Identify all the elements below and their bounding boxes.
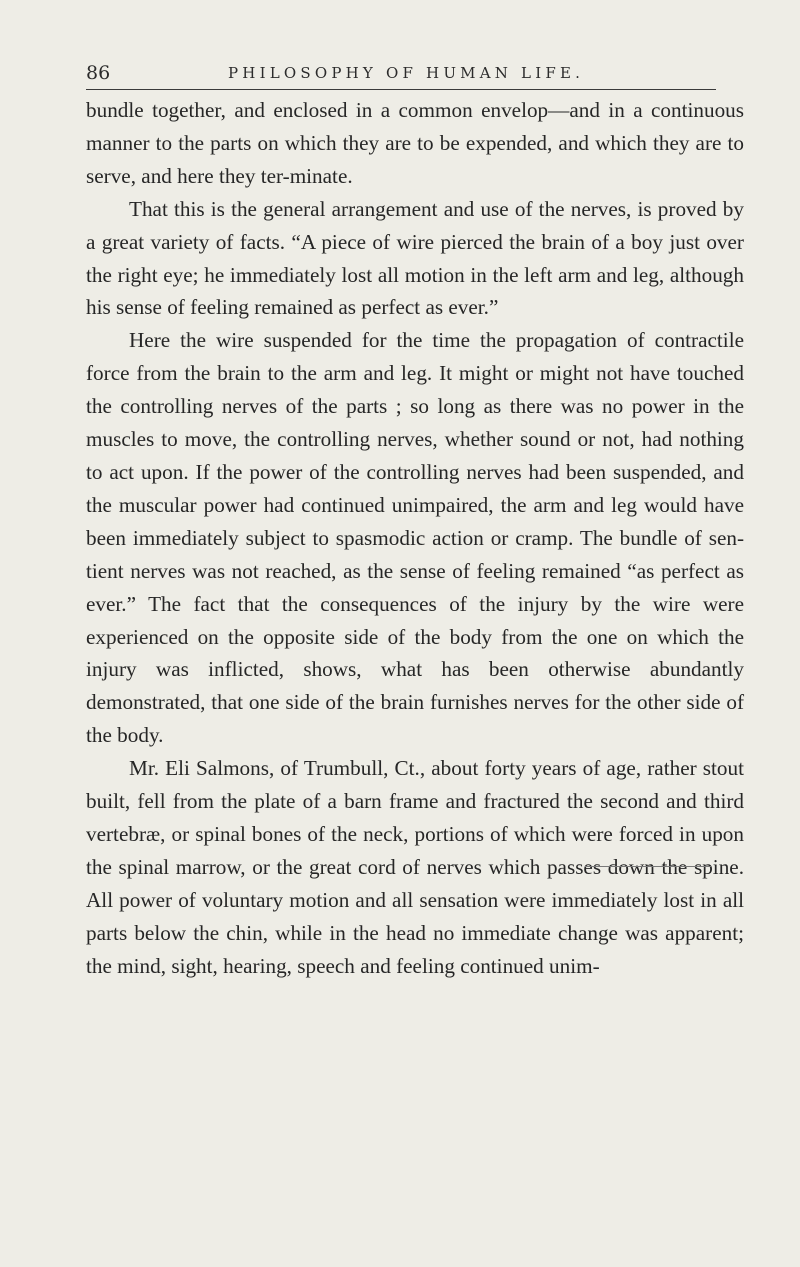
- running-head: [86, 62, 726, 90]
- page-number: 86: [86, 62, 111, 84]
- paragraph-3: Here the wire suspended for the time the propagation of contractile force from the brain to the arm and leg. It might or might not have touched the controlling nerves of the parts ; so long as there was no power in the muscles to move, the controlling nerves, whether sound or not, had nothing to act upon. If the power of the controlling nerves had been suspended, and the muscular power had continued unimpaired, the arm and leg would have been immediately subject to spasmodic action or cramp. The bundle of sen-tient nerves was not reached, as the sense of feeling remained “as perfect as ever.” The fact that the consequences of the injury by the wire were experienced on the opposite side of the body from the one on which the injury was inflicted, shows, what has been otherwise abundantly demonstrated, that one side of the brain furnishes nerves for the other side of the body.: [86, 328, 744, 748]
- body-text: [86, 94, 744, 982]
- section-rule: [585, 866, 711, 867]
- header-rule: [86, 89, 716, 90]
- running-head-title: PHILOSOPHY OF HUMAN LIFE.: [228, 64, 585, 82]
- paragraph-1: bundle together, and enclosed in a common envelop—and in a continuous manner to the parts on which they are to be expended, and which they are to serve, and here they ter-minate.: [86, 98, 744, 188]
- paragraph-2: That this is the general arrangement and use of the nerves, is proved by a great variety of facts. “A piece of wire pierced the brain of a boy just over the right eye; he immediately lost all motion in the left arm and leg, although his sense of feeling remained as perfect as ever.”: [86, 196, 744, 320]
- paragraph-4: Mr. Eli Salmons, of Trumbull, Ct., about forty years of age, rather stout built, fell from the plate of a barn frame and fractured the second and third vertebræ, or spinal bones of the neck, portions of which were forced in upon the spinal marrow, or the great cord of nerves which passes down the spine. All power of voluntary motion and all sensation were immediately lost in all parts below the chin, while in the head no immediate change was apparent; the mind, sight, hearing, speech and feeling continued unim-: [86, 756, 744, 978]
